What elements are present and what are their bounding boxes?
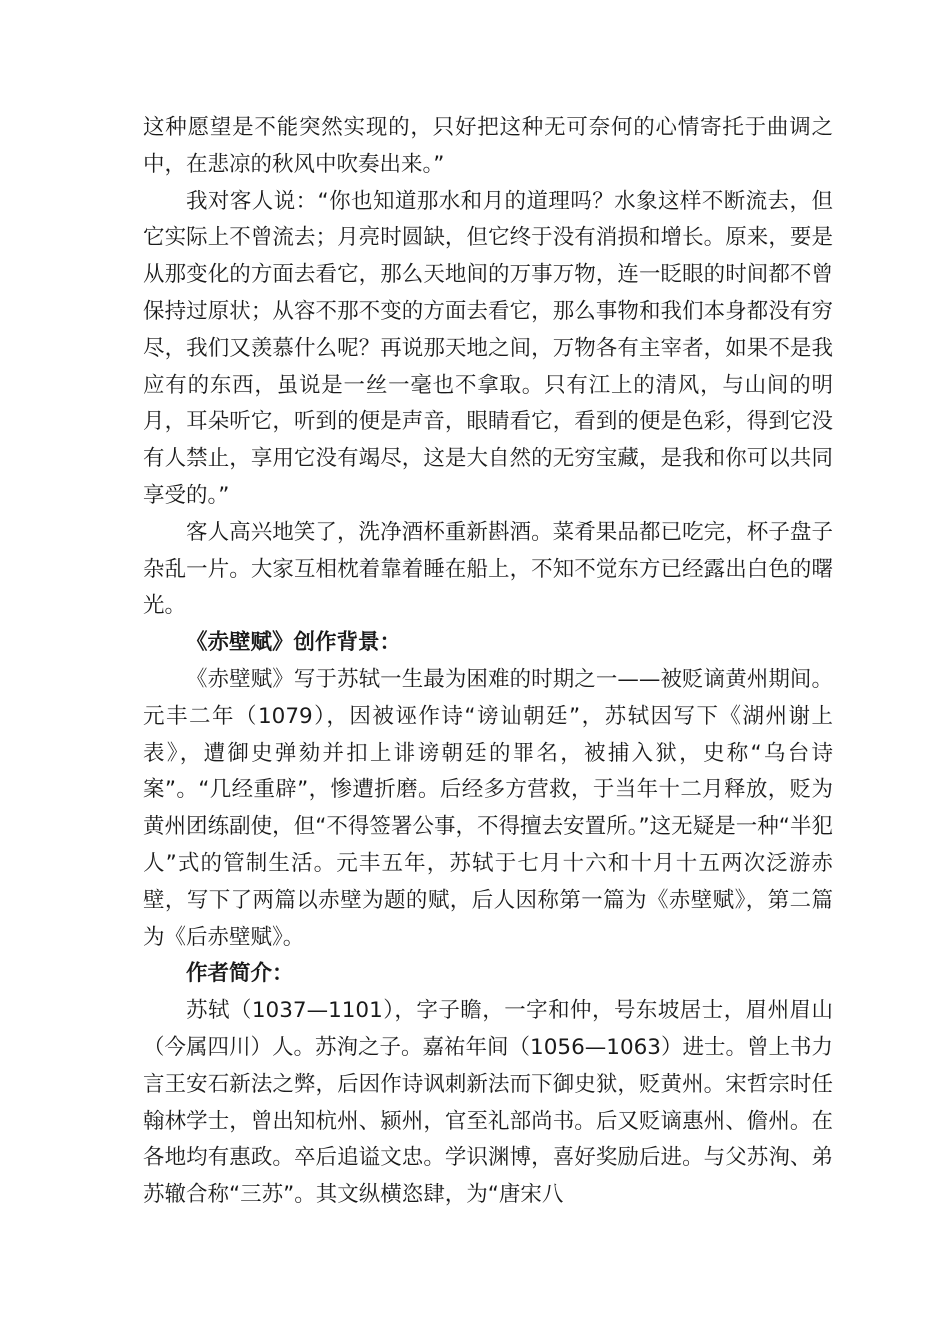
paragraph-background: 《赤壁赋》写于苏轼一生最为困难的时期之一——被贬谪黄州期间。元丰二年（1079），因被诬作诗“谤讪朝廷”，苏轼因写下《湖州谢上表》，遭御史弹劾并扣上诽谤朝廷的罪名，被捕入狱，史称“乌台诗案”。“几经重辟”，惨遭折磨。后经多方营救，于当年十二月释放，贬为黄州团练副使，但“不得签署公事，不得擅去安置所。”这无疑是一种“半犯人”式的管制生活。元丰五年，苏轼于七月十六和十月十五两次泛游赤壁，写下了两篇以赤壁为题的赋，后人因称第一篇为《赤壁赋》，第二篇为《后赤壁赋》。 bbox=[143, 666, 833, 950]
document-page bbox=[143, 110, 833, 1214]
section-heading-background: 《赤壁赋》创作背景： bbox=[186, 630, 402, 656]
paragraph-author: 苏轼（1037—1101），字子瞻，一字和仲，号东坡居士，眉州眉山（今属四川）人。苏洵之子。嘉祐年间（1056—1063）进士。曾上书力言王安石新法之弊，后因作诗讽刺新法而下御史狱，贬黄州。宋哲宗时任翰林学士，曾出知杭州、颍州，官至礼部尚书。后又贬谪惠州、儋州。在各地均有惠政。卒后追谥文忠。学识渊博，喜好奖励后进。与父苏洵、弟苏辙合称“三苏”。其文纵横恣肆，为“唐宋八 bbox=[143, 998, 833, 1208]
paragraph-reply: 我对客人说：“你也知道那水和月的道理吗？水象这样不断流去，但它实际上不曾流去；月亮时圆缺，但它终于没有消损和增长。原来，要是从那变化的方面去看它，那么天地间的万事万物，连一眨眼的时间都不曾保持过原状；从容不那不变的方面去看它，那么事物和我们本身都没有穷尽，我们又羡慕什么呢？再说那天地之间，万物各有主宰者，如果不是我应有的东西，虽说是一丝一毫也不拿取。只有江上的清风，与山间的明月，耳朵听它，听到的便是声音，眼睛看它，看到的便是色彩，得到它没有人禁止，享用它没有竭尽，这是大自然的无穷宝藏，是我和你可以共同享受的。” bbox=[143, 188, 833, 508]
section-heading-author: 作者简介： bbox=[186, 961, 294, 987]
paragraph-ending: 客人高兴地笑了，洗净酒杯重新斟酒。菜肴果品都已吃完，杯子盘子杂乱一片。大家互相枕着靠着睡在船上，不知不觉东方已经露出白色的曙光。 bbox=[143, 519, 833, 619]
paragraph-continuation: 这种愿望是不能突然实现的，只好把这种无可奈何的心情寄托于曲调之中，在悲凉的秋风中吹奏出来。” bbox=[143, 115, 833, 177]
